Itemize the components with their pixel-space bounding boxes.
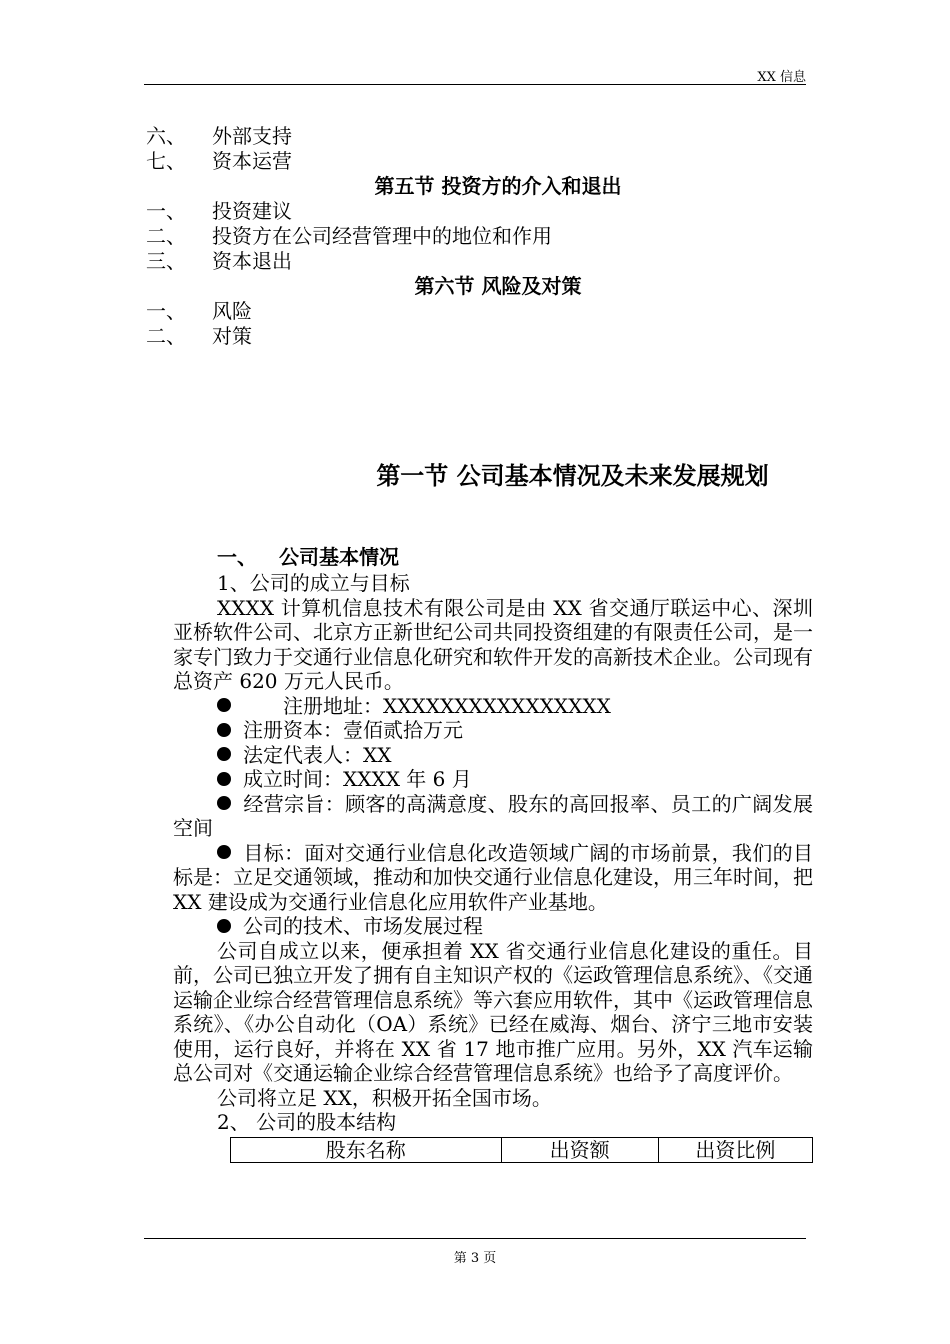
shareholder-table-wrapper: [230, 1137, 813, 1163]
toc-item-number: 一、: [146, 299, 186, 323]
table-header-cell: 出资额: [501, 1137, 658, 1162]
toc-item-label: 外部支持: [212, 124, 292, 148]
bullet-item: [173, 694, 813, 719]
table-header-cell: 出资比例: [658, 1137, 812, 1162]
document-body: [173, 545, 813, 1163]
bullet-icon: [217, 698, 231, 712]
bullet-item: [173, 743, 813, 768]
bullet-item: [173, 914, 813, 939]
toc-section-heading: 第六节 风险及对策: [414, 274, 582, 298]
section-heading: [173, 545, 813, 571]
toc-item-number: 三、: [146, 249, 186, 273]
intro-paragraph: XXXX 计算机信息技术有限公司是由 XX 省交通厅联运中心、深圳亚桥软件公司、北京方正新世纪公司共同投资组建的有限责任公司，是一家专门致力于交通行业信息化研究和软件开发的高新技术企业。公司现有总资产 620 万元人民币。: [173, 595, 813, 693]
footer-divider: [144, 1238, 806, 1239]
toc-item-number: 二、: [146, 324, 186, 348]
table-of-contents: [146, 124, 810, 349]
bullet-item: [173, 718, 813, 743]
section-number: 一、: [217, 545, 257, 569]
toc-item-number: 二、: [146, 224, 186, 248]
toc-item-number: 一、: [146, 199, 186, 223]
section-title: 公司基本情况: [279, 545, 399, 569]
toc-item: [146, 324, 810, 349]
toc-item-number: 六、: [146, 124, 186, 148]
toc-item: [146, 224, 810, 249]
bullet-icon: [217, 772, 231, 786]
bullet-text: 注册资本：壹佰贰拾万元: [243, 718, 463, 742]
bullet-item: [173, 841, 813, 915]
bullet-icon: [217, 747, 231, 761]
bullet-item: [173, 792, 813, 841]
history-paragraph: 公司自成立以来，便承担着 XX 省交通行业信息化建设的重任。目前，公司已独立开发了拥有自主知识产权的《运政管理信息系统》、《交通运输企业综合经营管理信息系统》等六套应用软件，其中《运政管理信息系统》、《办公自动化（OA）系统》已经在威海、烟台、济宁三地市安装使用，运行良好，并将在 XX 省 17 地市推广应用。另外，XX 汽车运输总公司对《交通运输企业综合经营管理信息系统》也给予了高度评价。: [173, 938, 813, 1085]
toc-item-label: 投资建议: [212, 199, 292, 223]
page-header: XX 信息: [757, 70, 806, 85]
page-number: 第 3 页: [453, 1251, 497, 1266]
bullet-text: 目标：面对交通行业信息化改造领域广阔的市场前景，我们的目标是：立足交通领域，推动和加快交通行业信息化建设，用三年时间，把 XX 建设成为交通行业信息化应用软件产业基地。: [173, 840, 813, 914]
bullet-icon: [217, 796, 231, 810]
bullet-text: 注册地址：XXXXXXXXXXXXXXXX: [283, 693, 611, 718]
toc-item-label: 资本运营: [212, 149, 292, 173]
toc-item: [146, 149, 810, 174]
bullet-icon: [217, 919, 231, 933]
subsection-heading: 1、公司的成立与目标: [217, 571, 410, 595]
table-header-cell: 股东名称: [231, 1137, 502, 1162]
bullet-text: 公司的技术、市场发展过程: [243, 914, 483, 938]
toc-item-number: 七、: [146, 149, 186, 173]
chapter-title: 第一节 公司基本情况及未来发展规划: [376, 461, 769, 490]
market-paragraph: 公司将立足 XX，积极开拓全国市场。: [217, 1085, 552, 1110]
header-divider: [144, 84, 806, 85]
toc-item-label: 投资方在公司经营管理中的地位和作用: [212, 224, 552, 248]
bullet-icon: [217, 845, 231, 859]
bullet-item: [173, 767, 813, 792]
bullet-text: 法定代表人：XX: [243, 742, 392, 767]
subsection-heading: 2、 公司的股本结构: [217, 1110, 397, 1134]
toc-item-label: 对策: [212, 324, 252, 348]
shareholder-table: [230, 1137, 813, 1163]
toc-section-heading: 第五节 投资方的介入和退出: [374, 174, 622, 198]
toc-item: [146, 299, 810, 324]
bullet-icon: [217, 723, 231, 737]
bullet-text: 经营宗旨：顾客的高满意度、股东的高回报率、员工的广阔发展空间: [173, 791, 813, 840]
bullet-text: 成立时间：XXXX 年 6 月: [243, 767, 472, 791]
toc-item: [146, 249, 810, 274]
toc-item: [146, 199, 810, 224]
table-header-row: [231, 1137, 813, 1162]
toc-item-label: 资本退出: [212, 249, 292, 273]
toc-item-label: 风险: [212, 299, 252, 323]
toc-item: [146, 124, 810, 149]
